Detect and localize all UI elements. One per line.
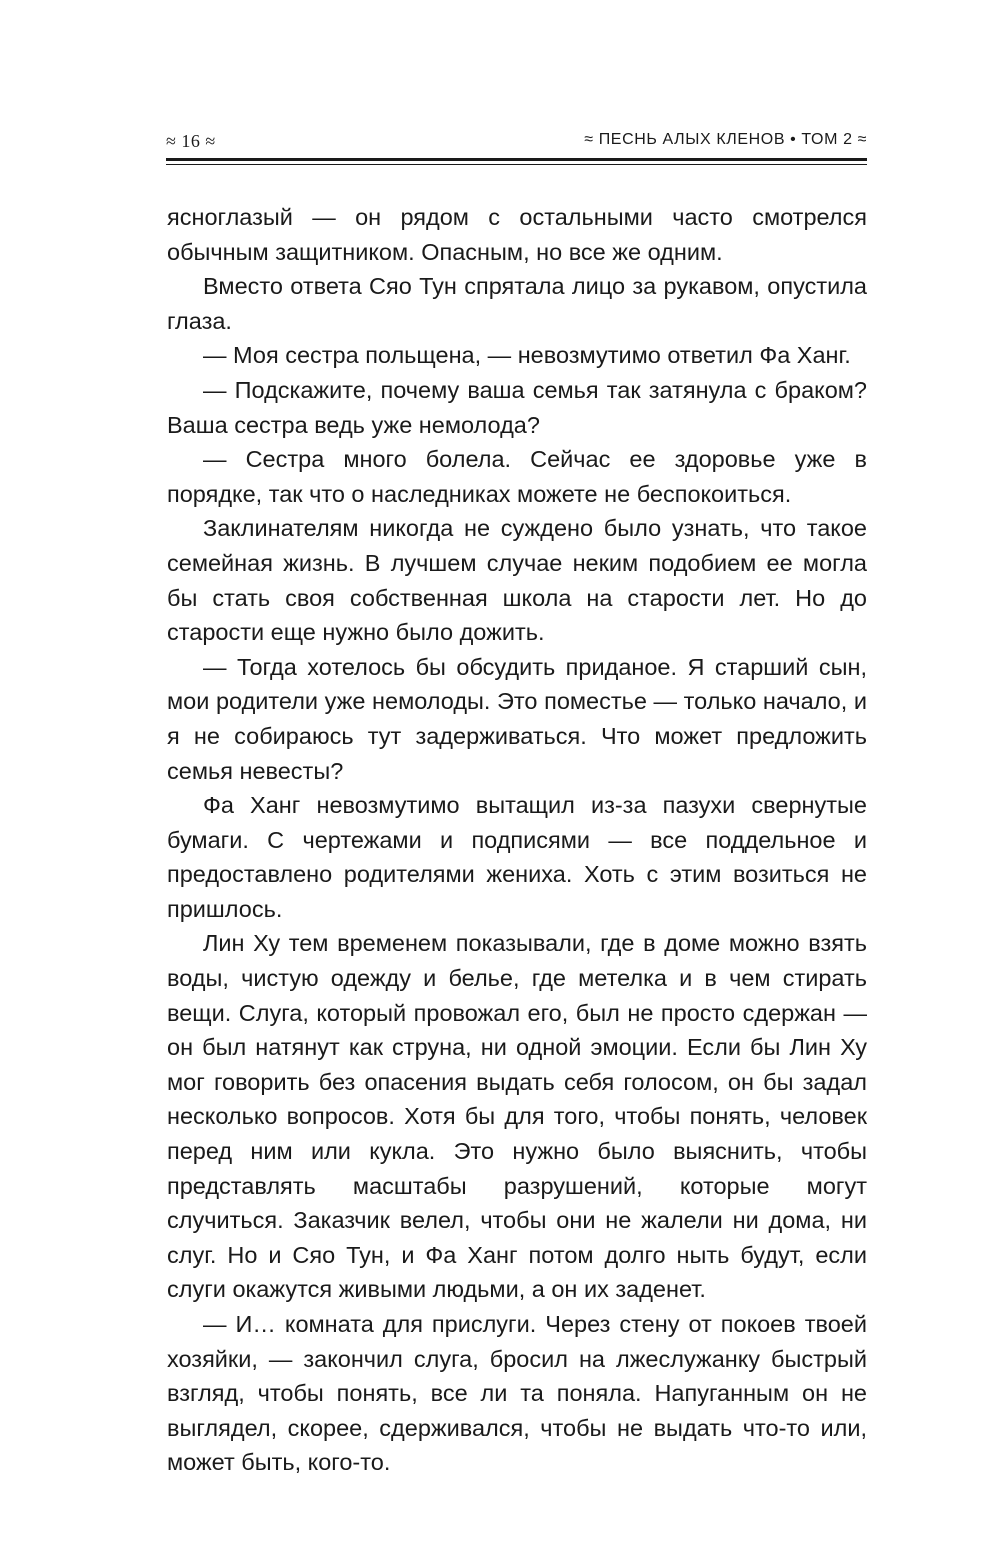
paragraph: Вместо ответа Сяо Тун спрятала лицо за рукавом, опустила глаза. [167,273,867,334]
header-rule-thin [166,164,867,165]
paragraph: — Сестра много болела. Сейчас ее здоровье уже в порядке, так что о наследниках можете не беспокоиться. [167,446,867,507]
header-rule-thick [166,158,867,161]
running-head [166,131,867,157]
paragraph: — И… комната для прислуги. Через стену от покоев твоей хозяйки, — закончил слуга, бросил на лжеслужанку быстрый взгляд, чтобы понять, все ли та поняла. Напуганным он не выглядел, скорее, сдерживался, чтобы не выдать что-то или, может быть, кого-то. [167,1311,867,1476]
paragraph: Лин Ху тем временем показывали, где в доме можно взять воды, чистую одежду и белье, где метелка и в чем стирать вещи. Слуга, который провожал его, был не просто сдержан — он был натянут как струна, ни одной эмоции. Если бы Лин Ху мог говорить без опасения выдать себя голосом, он бы задал несколько вопросов. Хотя бы для того, чтобы понять, человек перед ним или кукла. Это нужно было выяснить, чтобы представлять масштабы разрушений, которые могут случиться. Заказчик велел, чтобы они не жалели ни дома, ни слуг. Но и Сяо Тун, и Фа Ханг потом долго ныть будут, если слуги окажутся живыми людьми, а он их заденет. [167,930,867,1303]
paragraph: — Моя сестра польщена, — невозмутимо ответил Фа Ханг. [203,342,851,369]
book-title: ≈ ПЕСНЬ АЛЫХ КЛЕНОВ • ТОМ 2 ≈ [584,131,867,148]
paragraph: Заклинателям никогда не суждено было узнать, что такое семейная жизнь. В лучшем случае неким подобием ее могла бы стать своя собственная школа на старости лет. Но до старости еще нужно было дожить. [167,515,867,646]
paragraph: ясноглазый — он рядом с остальными часто смотрелся обычным защитником. Опасным, но все же одним. [167,204,867,265]
page-number: ≈ 16 ≈ [166,131,216,151]
paragraph: — Тогда хотелось бы обсудить приданое. Я старший сын, мои родители уже немолоды. Это поместье — только начало, и я не собираюсь тут задерживаться. Что может предложить семья невесты? [167,653,867,784]
paragraph: Фа Ханг невозмутимо вытащил из-за пазухи свернутые бумаги. С чертежами и подписями — все поддельное и предоставлено родителями жениха. Хоть с этим возиться не пришлось. [167,792,867,922]
paragraph: — Подскажите, почему ваша семья так затянула с браком? Ваша сестра ведь уже немолода? [167,376,867,438]
body-text [167,200,867,1480]
